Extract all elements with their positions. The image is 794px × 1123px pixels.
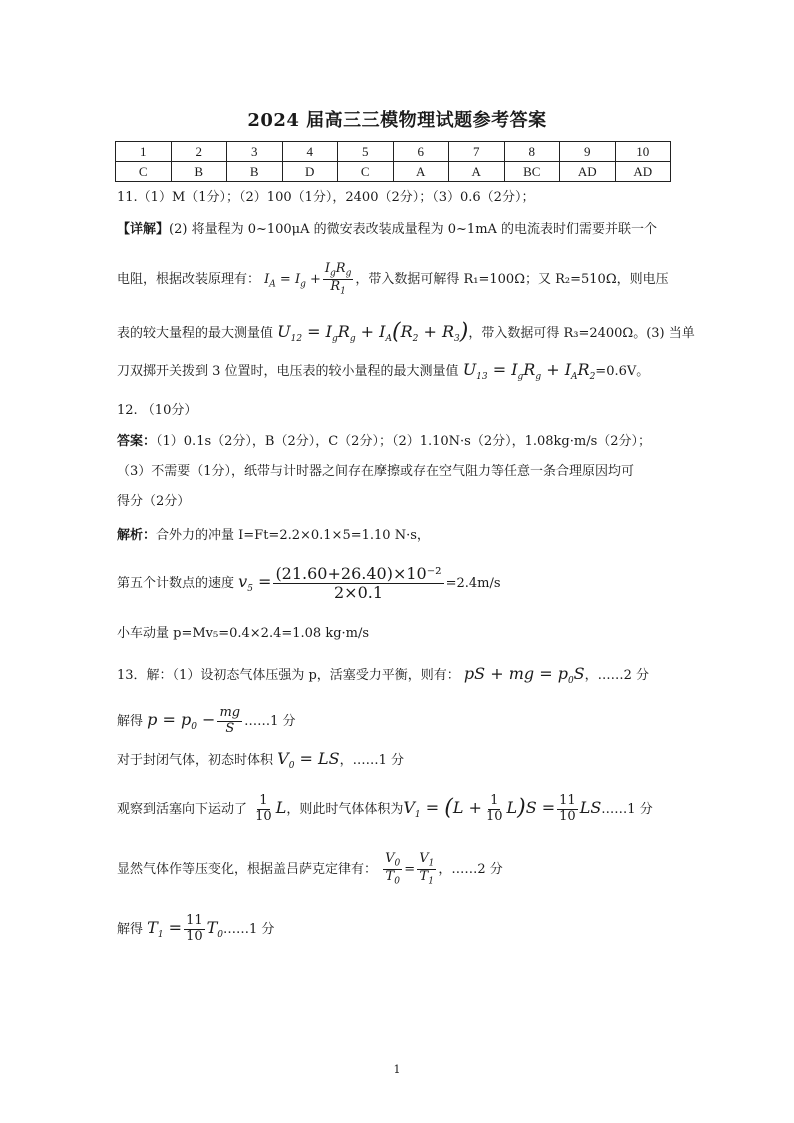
formula-p: $p = p_0$ −	[147, 710, 216, 733]
fraction-numerator: (21.60+26.40)×10⁻²	[275, 563, 442, 583]
formula-fraction: $\frac{mg}{S}$	[219, 705, 241, 736]
table-cell: 4	[282, 142, 338, 162]
formula-fraction: $\frac{1}{10}$	[255, 793, 272, 824]
formula-v5: $v_5$ =	[238, 572, 272, 595]
text-segment: 刀双掷开关拨到 3 位置时，电压表的较小量程的最大测量值	[117, 364, 459, 379]
text-segment: 对于封闭气体，初态时体积	[117, 753, 274, 768]
table-cell: AD	[615, 162, 671, 182]
formula-t1: $T_1$ =	[147, 918, 183, 941]
q12-answer-line-1	[117, 432, 651, 452]
table-cell: 5	[338, 142, 394, 162]
formula-fraction: $\frac{V_1}{T_1}$	[419, 851, 435, 887]
table-cell: B	[171, 162, 227, 182]
q11-principle-line	[117, 262, 669, 302]
table-cell: BC	[504, 162, 560, 182]
q13-line-2	[117, 700, 296, 747]
table-cell: B	[227, 162, 283, 182]
q12-momentum-line: 小车动量 p=Mv₅=0.4×2.4=1.08 kg·m/s	[117, 626, 370, 641]
table-cell: 6	[393, 142, 449, 162]
q12-velocity-line	[117, 560, 501, 611]
formula-ia: $I_A = I_g$ +	[264, 271, 321, 290]
text-segment: 合外力的冲量 I=Ft=2.2×0.1×5=1.10 N·s，	[156, 528, 430, 543]
q13-line-6: 解得 $T_1$ = $\frac{11}{10}$ $T_0\dots\dots 1$ 分	[117, 913, 275, 944]
text-segment: =0.6V。	[595, 364, 650, 379]
formula-fraction: $\frac{V_0}{T_0}$	[385, 851, 401, 887]
q13-line-4: 观察到活塞向下运动了 $\frac{1}{10}$ L，则此时气体体积为$V_1 = (L$ + $\frac{1}{10}$ L)S = $\frac{11}{10}$ LS……1 分	[117, 793, 653, 824]
text-segment: ，……1 分	[339, 753, 405, 768]
text-segment: ，……2 分	[584, 668, 650, 683]
q12-analysis-line	[117, 526, 430, 546]
text-segment: ……1 分	[223, 922, 275, 937]
table-cell: 7	[449, 142, 505, 162]
q13-line-3	[117, 748, 404, 777]
answer-table-answer-row	[116, 162, 671, 182]
formula-u12: $U_{12} = I_gR_g + I_A(R_2 + R_3)$	[277, 319, 469, 345]
table-cell: 8	[504, 142, 560, 162]
table-cell: 1	[116, 142, 172, 162]
text-segment: ，带入数据可得 R₃=2400Ω。(3) 当单	[468, 326, 695, 341]
text-segment: 13．解：（1）设初态气体压强为 p，活塞受力平衡，则有：	[117, 668, 460, 683]
q12-answer-line-3: 得分（2分）	[117, 494, 191, 509]
text-segment: ，则此时气体体积为	[286, 802, 404, 817]
formula-force-balance: pS + mg = $p_0S$	[463, 664, 585, 687]
analysis-label: 解析：	[117, 528, 157, 543]
formula-fraction: $\frac{11}{10}$	[186, 913, 203, 944]
fraction-denominator: 2×0.1	[333, 583, 384, 602]
formula-v1: $V_1 = (L$ +	[403, 795, 482, 821]
formula-fraction: $\frac{I_gR_g}{R_1}$	[324, 261, 352, 297]
formula-fraction: $\frac{1}{10}$	[485, 793, 503, 824]
answer-label: 答案：	[117, 434, 157, 449]
detail-text: (2) 将量程为 0~100μA 的微安表改装成量程为 0~1mA 的电流表时们需要并联一个	[169, 222, 658, 237]
text-segment: 解得	[117, 922, 144, 937]
q12-header: 12. （10分）	[117, 403, 198, 418]
table-cell: C	[116, 162, 172, 182]
text-segment: 观察到活塞向下运动了	[117, 802, 248, 817]
text-segment: ，……2 分	[438, 862, 503, 877]
text-segment: 表的较大量程的最大测量值	[117, 326, 274, 341]
answer-table	[115, 141, 671, 182]
answer-table-header-row	[116, 142, 671, 162]
velocity-fraction	[273, 565, 443, 603]
q13-line-1	[117, 662, 649, 693]
text-segment: ，带入数据可解得 R₁=100Ω；又 R₂=510Ω，则电压	[355, 271, 669, 287]
table-cell: C	[338, 162, 394, 182]
formula-v0: $V_0$ = LS	[277, 749, 340, 772]
table-cell: A	[393, 162, 449, 182]
table-cell: 10	[615, 142, 671, 162]
detail-label: 【详解】	[117, 222, 170, 237]
q12-answer-line-2: （3）不需要（1分），纸带与计时器之间存在摩擦或存在空气阻力等任意一条合理原因均可	[117, 464, 635, 479]
q11-detail-line	[117, 220, 657, 240]
text-segment: （1）0.1s（2分），B（2分），C（2分）；（2）1.10N·s（2分），1.08kg·m/s（2分）；	[156, 434, 652, 449]
table-cell: D	[282, 162, 338, 182]
text-segment: 第五个计数点的速度	[117, 576, 235, 591]
table-cell: A	[449, 162, 505, 182]
table-cell: 3	[227, 142, 283, 162]
q13-line-5: 显然气体作等压变化，根据盖吕萨克定律有： $\frac{V_0}{T_0}$ = $\frac{V_1}{T_1}$ ，……2 分	[117, 851, 503, 887]
text-segment: ……1 分	[601, 802, 653, 817]
text-segment: =2.4m/s	[445, 576, 501, 591]
q11-answer-line: 11.（1）M（1分）；（2）100（1分），2400（2分）；（3）0.6（2分）；	[117, 190, 535, 205]
q11-small-range-line	[117, 358, 649, 389]
text-segment: 显然气体作等压变化，根据盖吕萨克定律有：	[117, 862, 378, 877]
page-number: 1	[393, 1063, 401, 1076]
text-segment: 解得	[117, 714, 144, 729]
table-cell: AD	[560, 162, 616, 182]
q11-large-range-line	[117, 318, 695, 353]
formula-fraction: $\frac{11}{10}$	[559, 793, 576, 824]
table-cell: 9	[560, 142, 616, 162]
text-segment: ……1 分	[244, 714, 296, 729]
page-title: 2024 届高三三模物理试题参考答案	[247, 110, 547, 131]
table-cell: 2	[171, 142, 227, 162]
formula-u13: $U_{13} = I_gR_g + I_AR_2$	[462, 360, 596, 383]
text-segment: 电阻，根据改装原理有：	[117, 271, 261, 287]
